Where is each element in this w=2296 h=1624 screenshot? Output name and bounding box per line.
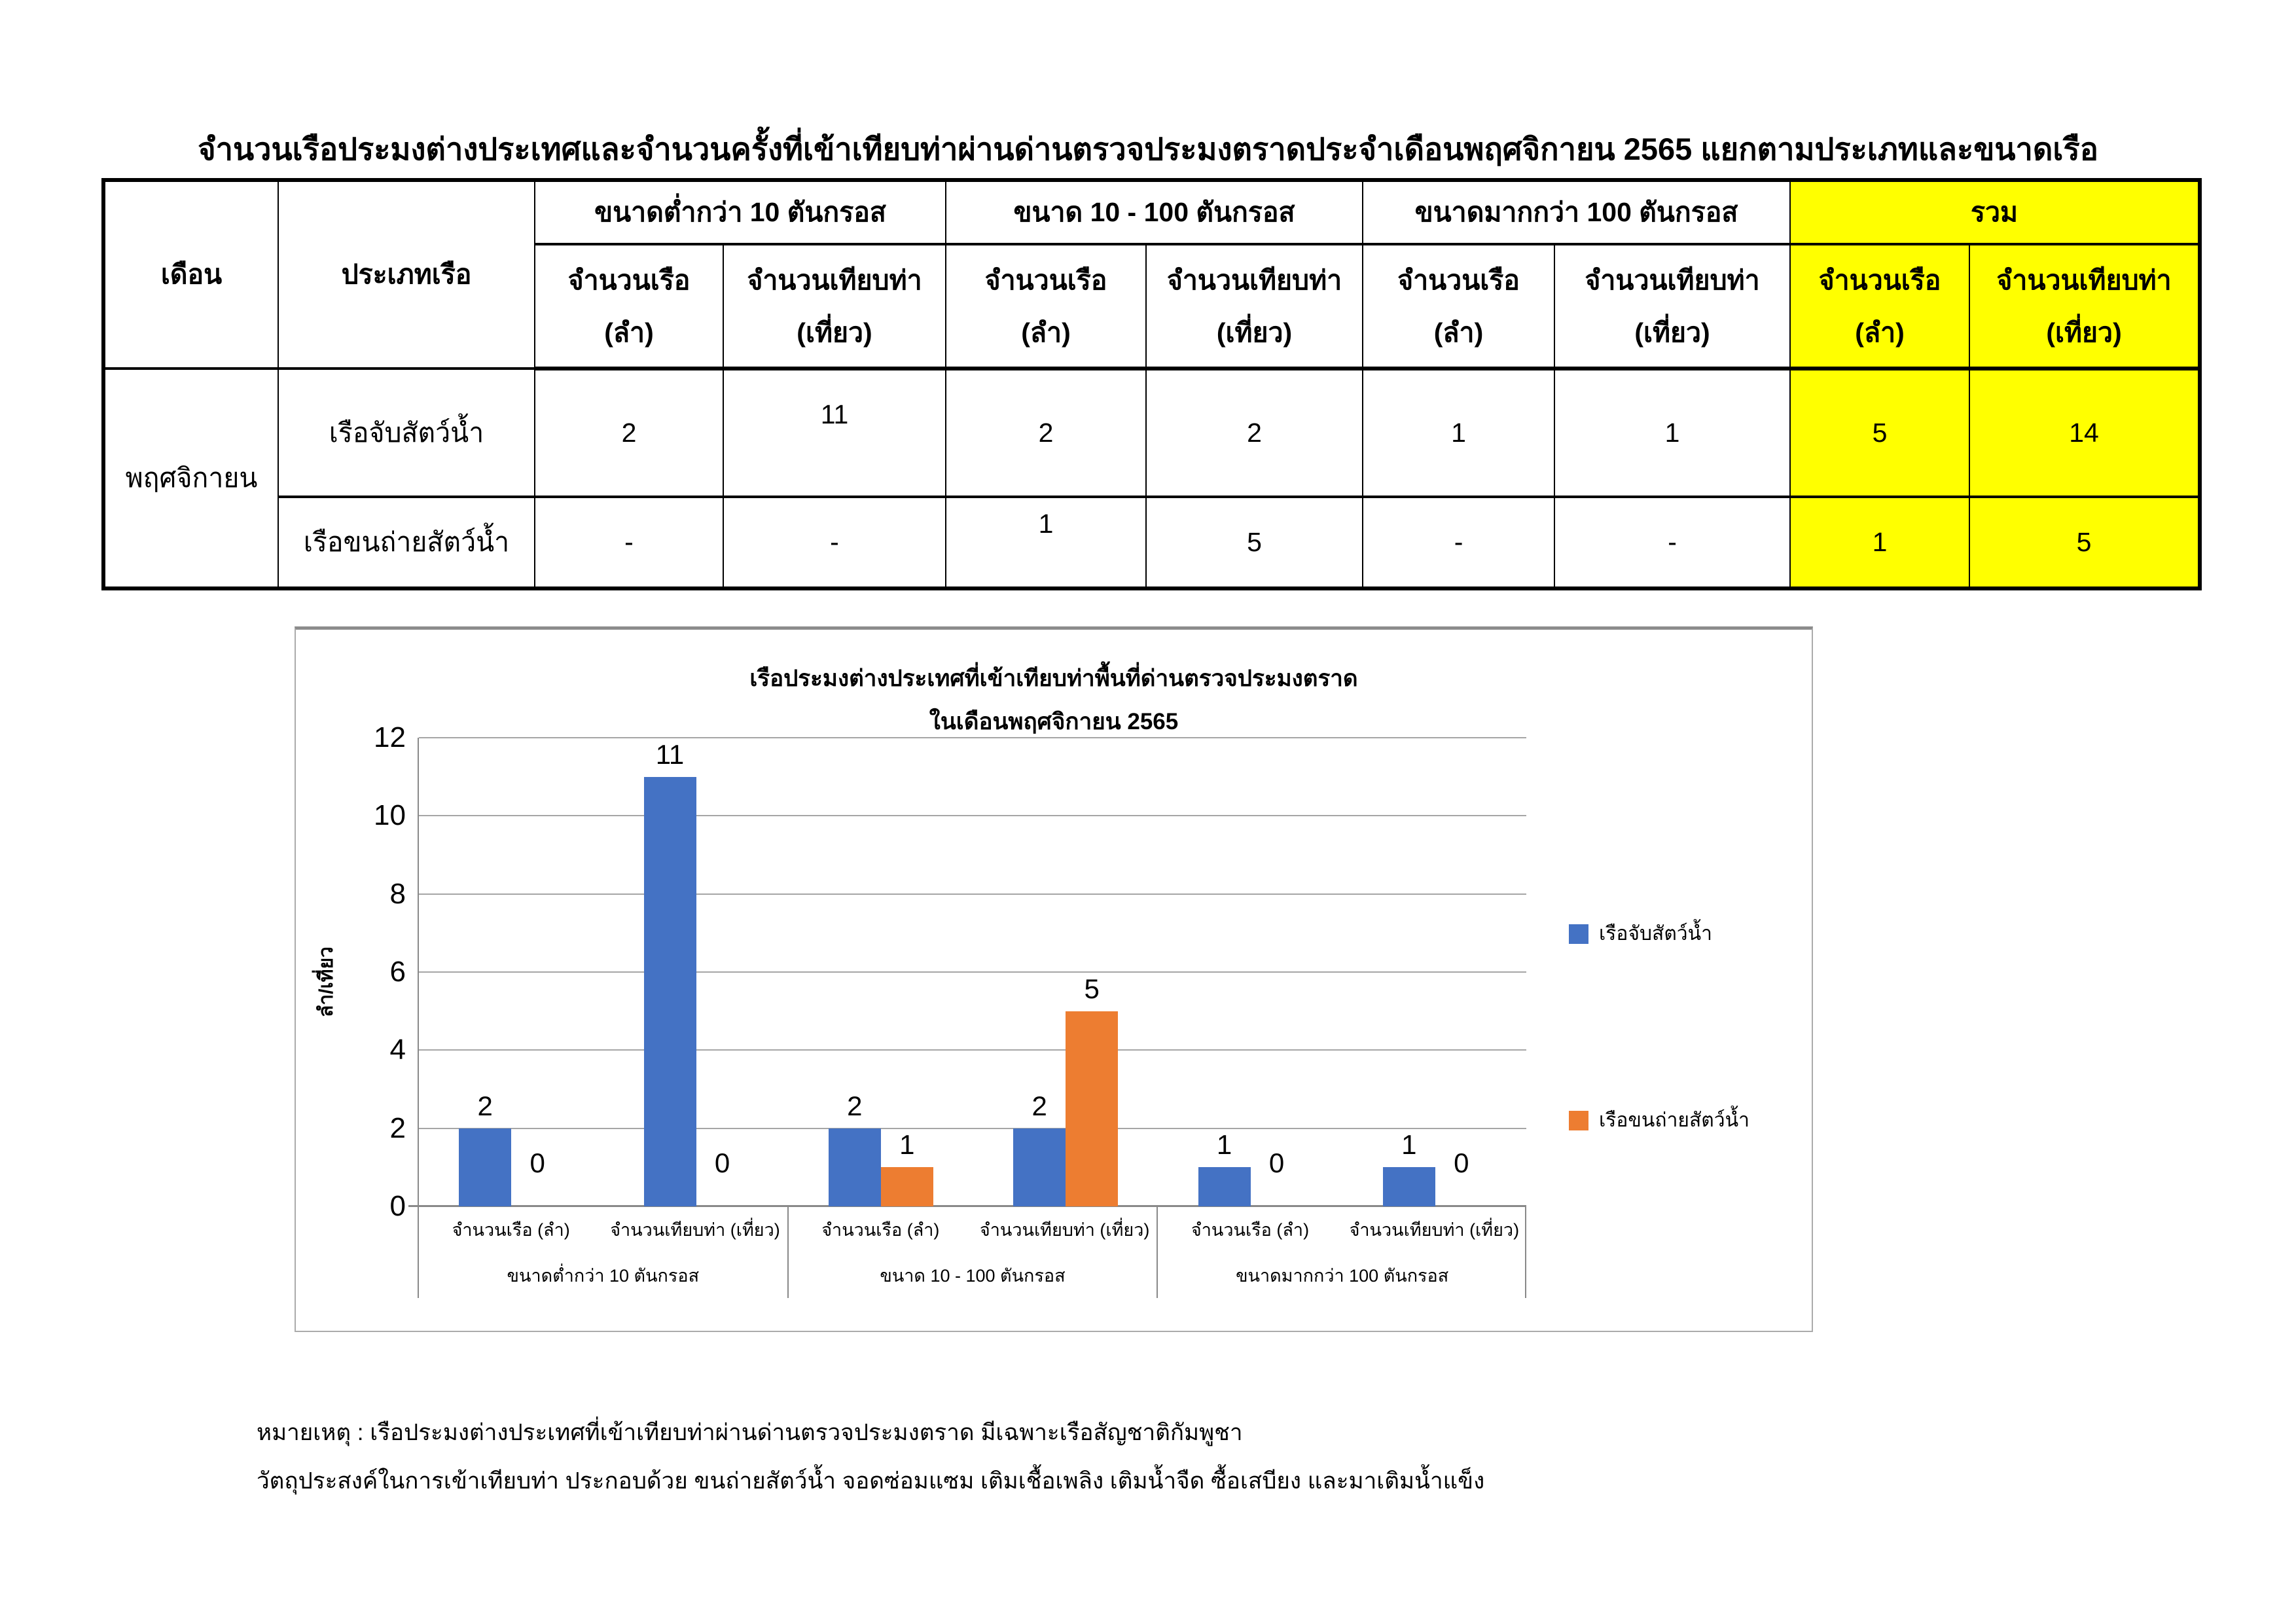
bar-ships — [459, 1128, 511, 1206]
bar-value-label: 1 — [1401, 1129, 1417, 1161]
bar-value-label: 1 — [899, 1129, 915, 1161]
y-tick-label: 6 — [389, 956, 406, 988]
bar-visits — [881, 1167, 933, 1206]
bar-value-label: 2 — [477, 1090, 493, 1121]
y-axis-title: ลำ/เที่ยว — [315, 946, 337, 1018]
legend-swatch-visits — [1569, 1111, 1588, 1130]
value-cell: - — [535, 497, 723, 588]
legend-label: เรือขนถ่ายสัตว์น้ำ — [1599, 1110, 1749, 1131]
x-axis-group — [1157, 1206, 1526, 1298]
sub-header-ships: จำนวนเรือ (ลำ) — [946, 244, 1146, 369]
value-cell: 2 — [946, 369, 1146, 497]
sub-header-visits: จำนวนเทียบท่า (เที่ยว) — [723, 244, 946, 369]
x-axis-category-row — [789, 1216, 1157, 1244]
month-cell: พฤศจิกายน — [103, 369, 278, 588]
sub-header-visits: จำนวนเทียบท่า (เที่ยว) — [1554, 244, 1790, 369]
size-group-header-over100: ขนาดมากกว่า 100 ตันกรอส — [1363, 180, 1790, 244]
footnote-line2: วัตถุประสงค์ในการเข้าเทียบท่า ประกอบด้วย ขนถ่ายสัตว์น้ำ จอดซ่อมแซม เติมเชื้อเพลิง เติมน้ำจืด ซื้อเสบียง และมาเติมน้ำแข็ง — [257, 1468, 1485, 1494]
chart-legend — [1569, 630, 1811, 1331]
x-axis-group-label: ขนาด 10 - 100 ตันกรอส — [880, 1266, 1066, 1286]
x-axis-group — [418, 1206, 787, 1298]
value-cell: - — [1554, 497, 1790, 588]
size-group-header-under10: ขนาดต่ำกว่า 10 ตันกรอส — [535, 180, 946, 244]
bar-value-label: 11 — [655, 738, 685, 770]
value-cell: - — [1363, 497, 1554, 588]
legend-item — [1569, 918, 1712, 949]
y-tick-label: 8 — [389, 877, 406, 910]
bar-value-label: 2 — [1031, 1090, 1047, 1121]
ship-type-cell: เรือขนถ่ายสัตว์น้ำ — [278, 497, 535, 588]
legend-swatch-ships — [1569, 924, 1588, 944]
sub-header-visits-total: จำนวนเทียบท่า (เที่ยว) — [1969, 244, 2200, 369]
gridline — [419, 737, 1526, 738]
gridline — [419, 893, 1526, 895]
sub-header-visits: จำนวนเทียบท่า (เที่ยว) — [1146, 244, 1363, 369]
x-axis-category-label: จำนวนเรือ (ลำ) — [452, 1220, 570, 1240]
vessel-summary-table — [101, 178, 2202, 590]
x-axis-group-border — [1525, 1206, 1526, 1298]
bar-ships — [1383, 1167, 1435, 1206]
footnote-line1: หมายเหตุ : เรือประมงต่างประเทศที่เข้าเทียบท่าผ่านด่านตรวจประมงตราด มีเฉพาะเรือสัญชาติกัมพูชา — [257, 1420, 1243, 1445]
y-tick-label: 10 — [374, 799, 406, 832]
x-axis-group-label: ขนาดมากกว่า 100 ตันกรอส — [1236, 1266, 1449, 1286]
bar-ships — [1198, 1167, 1251, 1206]
size-group-header-10to100: ขนาด 10 - 100 ตันกรอส — [946, 180, 1363, 244]
x-axis-category-label: จำนวนเทียบท่า (เที่ยว) — [610, 1220, 780, 1240]
value-cell: 1 — [1363, 369, 1554, 497]
legend-label: เรือจับสัตว์น้ำ — [1599, 923, 1712, 945]
ship-type-cell: เรือจับสัตว์น้ำ — [278, 369, 535, 497]
chart-title-line2: ในเดือนพฤศจิกายน 2565 — [929, 709, 1179, 734]
size-group-header-total: รวม — [1790, 180, 2200, 244]
value-cell: 1 — [946, 497, 1146, 588]
value-cell: 2 — [1146, 369, 1363, 497]
bar-chart — [295, 626, 1813, 1332]
sub-header-ships-total: จำนวนเรือ (ลำ) — [1790, 244, 1969, 369]
bar-ships — [829, 1128, 881, 1206]
sub-header-ships: จำนวนเรือ (ลำ) — [535, 244, 723, 369]
page-title: จำนวนเรือประมงต่างประเทศและจำนวนครั้งที่เข้าเทียบท่าผ่านด่านตรวจประมงตราดประจำเดือนพฤศจิกายน 2565 แยกตามประเภทและขนาดเรือ — [198, 132, 2098, 166]
gridline — [419, 815, 1526, 816]
x-axis-category-label: จำนวนเทียบท่า (เที่ยว) — [1349, 1220, 1520, 1240]
bar-value-label: 0 — [529, 1147, 545, 1178]
bar-ships — [644, 777, 696, 1206]
x-axis-category-label: จำนวนเรือ (ลำ) — [821, 1220, 940, 1240]
x-axis-category-row — [419, 1216, 787, 1244]
bar-visits — [1066, 1011, 1118, 1206]
total-cell: 1 — [1790, 497, 1969, 588]
total-cell: 14 — [1969, 369, 2200, 497]
x-axis-category-label: จำนวนเรือ (ลำ) — [1191, 1220, 1310, 1240]
value-cell: 1 — [1554, 369, 1790, 497]
bar-value-label: 2 — [847, 1090, 863, 1121]
bar-value-label: 0 — [714, 1147, 730, 1178]
chart-plot-area — [418, 738, 1526, 1206]
y-tick-label: 2 — [389, 1111, 406, 1144]
gridline — [419, 1128, 1526, 1129]
bar-value-label: 0 — [1268, 1147, 1285, 1178]
value-cell: - — [723, 497, 946, 588]
y-tick-label: 12 — [374, 721, 406, 753]
x-axis-category-row — [1158, 1216, 1526, 1244]
ship-type-header-cell: ประเภทเรือ — [278, 180, 535, 369]
total-cell: 5 — [1969, 497, 2200, 588]
total-cell: 5 — [1790, 369, 1969, 497]
x-axis-group-label: ขนาดต่ำกว่า 10 ตันกรอส — [507, 1266, 700, 1286]
bar-ships — [1013, 1128, 1066, 1206]
gridline — [419, 1049, 1526, 1051]
bar-value-label: 1 — [1216, 1129, 1232, 1161]
footnotes — [257, 1409, 1484, 1506]
x-axis-group — [787, 1206, 1157, 1298]
legend-item — [1569, 1105, 1749, 1136]
value-cell: 2 — [535, 369, 723, 497]
value-cell: 11 — [723, 369, 946, 497]
y-tick-label: 4 — [389, 1034, 406, 1066]
month-header-cell: เดือน — [103, 180, 278, 369]
gridline — [419, 971, 1526, 973]
value-cell: 5 — [1146, 497, 1363, 588]
chart-title-line1: เรือประมงต่างประเทศที่เข้าเทียบท่าพื้นที่ด่านตรวจประมงตราด — [749, 666, 1358, 691]
sub-header-ships: จำนวนเรือ (ลำ) — [1363, 244, 1554, 369]
x-axis-category-label: จำนวนเทียบท่า (เที่ยว) — [979, 1220, 1150, 1240]
bar-value-label: 0 — [1454, 1147, 1469, 1178]
y-tick-label: 0 — [389, 1190, 406, 1222]
bar-value-label: 5 — [1084, 973, 1100, 1004]
x-axis-labels — [418, 1206, 1526, 1298]
